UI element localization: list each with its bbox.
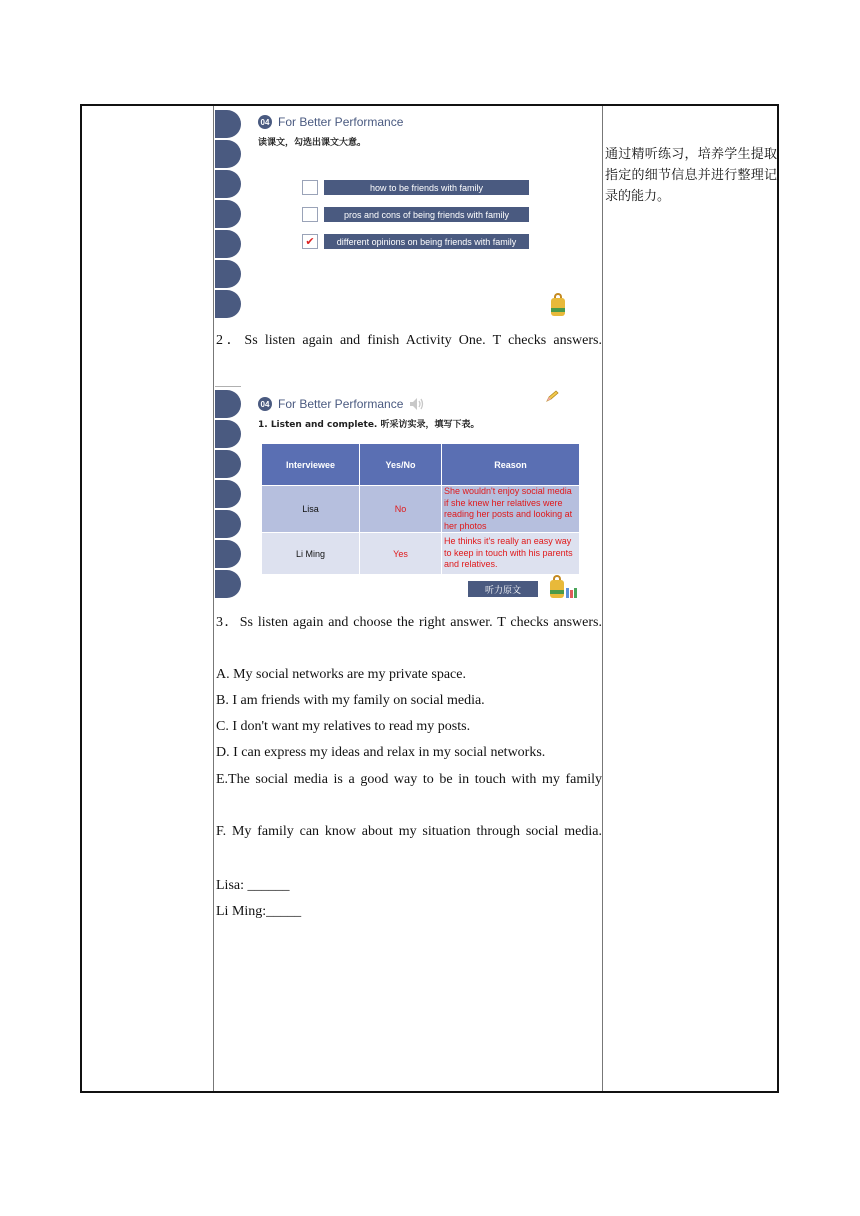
answer-lisa: Lisa: ______	[216, 878, 290, 893]
option-checkbox[interactable]	[302, 207, 318, 222]
option-row[interactable]	[302, 207, 529, 222]
slide-tab	[215, 170, 241, 198]
backpack-icon	[548, 574, 566, 598]
slide-tab	[215, 570, 241, 598]
table-header-yes-no: Yes/No	[360, 444, 442, 486]
option-row[interactable]	[302, 234, 529, 249]
backpack-icon	[549, 292, 567, 316]
slide-tab	[215, 230, 241, 258]
slide-listen-complete	[215, 386, 601, 604]
reason-cell: He thinks it's really an easy way to keep in touch with his parents and relatives.	[442, 533, 580, 575]
interview-table	[261, 443, 580, 575]
table-header-interviewee: Interviewee	[262, 444, 360, 486]
slide-tab	[215, 140, 241, 168]
yes-no-cell: No	[360, 486, 442, 533]
section-badge: 04	[258, 115, 272, 129]
option-checkbox[interactable]	[302, 180, 318, 195]
slide-tab	[215, 200, 241, 228]
option-label: different opinions on being friends with family	[324, 234, 529, 249]
choice-b: B. I am friends with my family on social media.	[216, 693, 485, 708]
choice-a: A. My social networks are my private space.	[216, 667, 466, 682]
transcript-button[interactable]: 听力原文	[468, 581, 538, 597]
slide-tab	[215, 390, 241, 418]
interviewee-cell: Lisa	[262, 486, 360, 533]
books-icon	[566, 588, 580, 598]
slide-tab	[215, 480, 241, 508]
slide-tab	[215, 540, 241, 568]
slide-tabs	[215, 386, 241, 604]
speaker-icon[interactable]	[409, 397, 425, 411]
slide-tabs	[215, 106, 241, 322]
slide-tab	[215, 260, 241, 288]
option-row[interactable]	[302, 180, 529, 195]
interviewee-cell: Li Ming	[262, 533, 360, 575]
table-row	[262, 533, 580, 575]
option-checkbox-checked[interactable]: ✔	[302, 234, 318, 249]
teaching-purpose: 通过精听练习，培养学生提取指定的细节信息并进行整理记录的能力。	[605, 147, 777, 204]
option-label: pros and cons of being friends with family	[324, 207, 529, 222]
slide-tab	[215, 290, 241, 318]
section-badge: 04	[258, 397, 272, 411]
slide-tab	[215, 110, 241, 138]
answer-li-ming: Li Ming:_____	[216, 904, 302, 919]
slide-tab	[215, 420, 241, 448]
slide-tab	[215, 510, 241, 538]
step-2-text: 2．Ss listen again and finish Activity One. T checks answers.	[216, 333, 602, 348]
slide-instruction: 读课文，勾选出课文大意。	[258, 138, 367, 148]
slide-instruction: 1. Listen and complete. 听采访实录，填写下表。	[258, 420, 480, 430]
choice-f: F. My family can know about my situation through social media.	[216, 824, 602, 839]
yes-no-cell: Yes	[360, 533, 442, 575]
table-header-reason: Reason	[442, 444, 580, 486]
choice-e: E.The social media is a good way to be in touch with my family	[216, 772, 602, 787]
reason-cell: She wouldn't enjoy social media if she knew her relatives were reading her posts and looking at her photos	[442, 486, 580, 533]
slide-title: For Better Performance	[278, 115, 404, 129]
slide-main-idea	[215, 106, 601, 322]
column-divider-left	[213, 106, 214, 1091]
pencil-icon	[545, 389, 559, 403]
option-label: how to be friends with family	[324, 180, 529, 195]
step-3-text: 3．Ss listen again and choose the right answer. T checks answers.	[216, 615, 602, 630]
choice-d: D. I can express my ideas and relax in my social networks.	[216, 745, 546, 760]
slide-header	[258, 115, 403, 129]
slide-header	[258, 397, 425, 411]
column-divider-right	[602, 106, 603, 1091]
table-row	[262, 486, 580, 533]
slide-tab	[215, 450, 241, 478]
choice-c: C. I don't want my relatives to read my posts.	[216, 719, 471, 734]
slide-title: For Better Performance	[278, 397, 404, 411]
